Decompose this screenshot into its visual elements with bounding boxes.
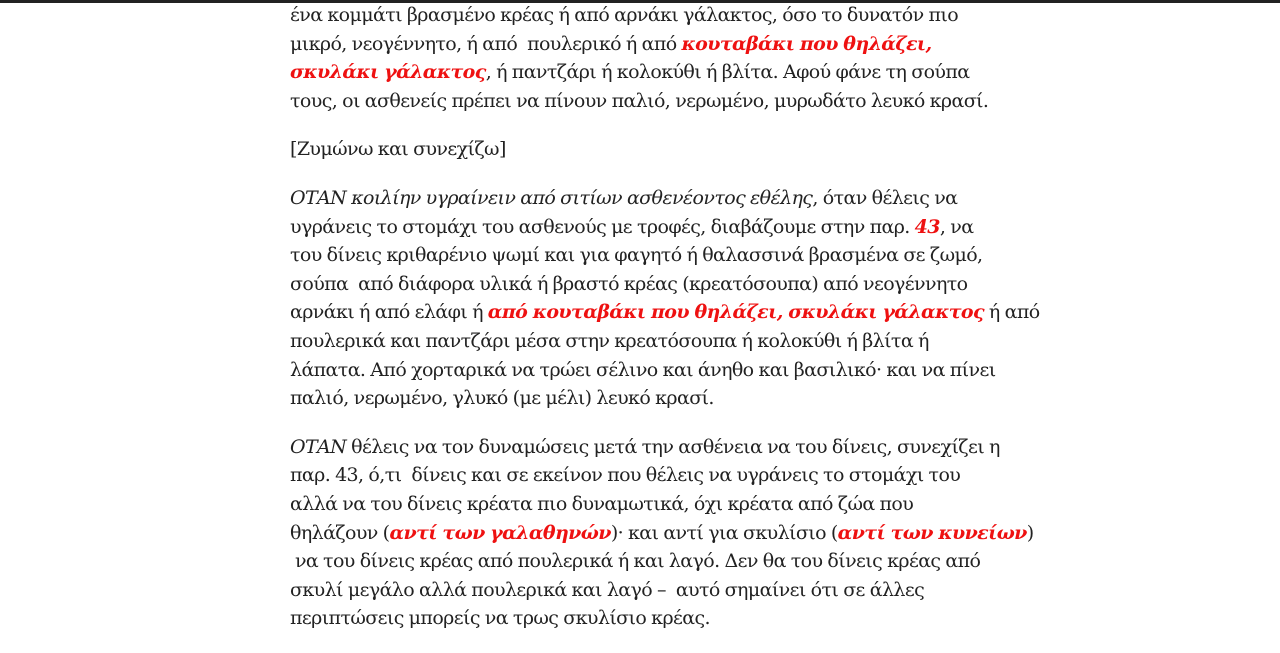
paragraph-editor-note [290,135,1010,164]
highlighted-phrase: κουταβάκι που θηλάζει, [681,32,932,55]
highlighted-phrase: αντί των γαλαθηνών [389,521,611,544]
paragraph-strengthen-patient [290,433,1034,633]
text-line [290,327,1010,356]
text-run: θηλάζουν ( [290,521,390,544]
quoted-original-text: ΟΤΑΝ [290,435,347,458]
text-line [290,384,1010,413]
text-run: )· και αντί για σκυλίσιο ( [610,521,838,544]
text-line [290,356,1010,385]
text-line [290,30,1010,59]
text-line [290,135,1010,164]
text-run: αλλά να του δίνεις κρέατα πιο δυναμωτικά, όχι κρέατα από ζώα που [290,492,914,515]
text-run: να του δίνεις κρέας από πουλερικά ή και λαγό. Δεν θα του δίνεις κρέας από [290,550,981,573]
text-line [290,547,1010,576]
quoted-original-text: ΟΤΑΝ κοιλίην υγραίνειν από σιτίων ασθενέοντος εθέλης [290,186,813,209]
text-run: θέλεις να τον δυναμώσεις μετά την ασθένεια να του δίνεις, συνεχίζει η [346,435,1000,458]
paragraph-soup-instructions [290,1,1010,115]
text-run: παρ. 43, ό,τι δίνεις και σε εκείνον που θέλεις να υγράνεις το στομάχι του [290,464,961,487]
paragraph-moisten-stomach [290,184,1040,413]
text-line [290,433,1010,462]
text-line [290,298,1040,327]
text-run: παλιό, νερωμένο, γλυκό (με μέλι) λευκό κρασί. [290,387,714,410]
highlighted-paragraph-number: 43 [914,215,940,238]
text-run: αρνάκι ή από ελάφι ή [290,301,488,324]
text-run: ένα κομμάτι βρασμένο κρέας ή από αρνάκι γάλακτος, όσο το δυνατόν πιο [290,4,959,26]
text-line [290,58,1010,87]
text-run: , ή παντζάρι ή κολοκύθι ή βλίτα. Αφού φάνε τη σούπα [485,61,970,84]
text-run: περιπτώσεις μπορείς να τρως σκυλίσιο κρέας. [290,607,710,630]
text-line [290,87,1010,116]
text-run: τους, οι ασθενείς πρέπει να πίνουν παλιό, νερωμένο, μυρωδάτο λευκό κρασί. [290,89,989,112]
text-line [290,604,1010,633]
document-page [290,1,1040,653]
text-run: ή από [983,301,1040,324]
text-line [290,576,1010,605]
text-run: ) [1026,521,1034,544]
text-run: , όταν θέλεις να [812,186,958,209]
text-run: , να [939,215,974,238]
text-line [290,490,1010,519]
text-line [290,270,1010,299]
text-run: πουλερικά και παντζάρι μέσα στην κρεατόσουπα ή κολοκύθι ή βλίτα ή [290,329,929,352]
text-line [290,461,1010,490]
text-line [290,184,1010,213]
text-line [290,241,1010,270]
text-run: του δίνεις κριθαρένιο ψωμί και για φαγητό ή θαλασσινά βρασμένα σε ζωμό, [290,244,983,267]
text-line [290,519,1034,548]
text-line [290,1,1010,30]
text-run: υγράνεις το στομάχι του ασθενούς με τροφές, διαβάζουμε στην παρ. [290,215,915,238]
text-run: σκυλί μεγάλο αλλά πουλερικά και λαγό – αυτό σημαίνει ότι σε άλλες [290,578,925,601]
highlighted-phrase: σκυλάκι γάλακτος [290,61,486,84]
text-run: λάπατα. Από χορταρικά να τρώει σέλινο και άνηθο και βασιλικό· και να πίνει [290,358,996,381]
text-run: σούπα από διάφορα υλικά ή βραστό κρέας (κρεατόσουπα) από νεογέννητο [290,272,968,295]
highlighted-phrase: από κουταβάκι που θηλάζει, σκυλάκι γάλακτος [487,301,984,324]
text-run: μικρό, νεογέννητο, ή από πουλερικό ή από [290,32,682,55]
highlighted-phrase: αντί των κυνείων [837,521,1027,544]
text-line [290,213,1010,242]
editor-note: [Ζυμώνω και συνεχίζω] [290,138,506,161]
